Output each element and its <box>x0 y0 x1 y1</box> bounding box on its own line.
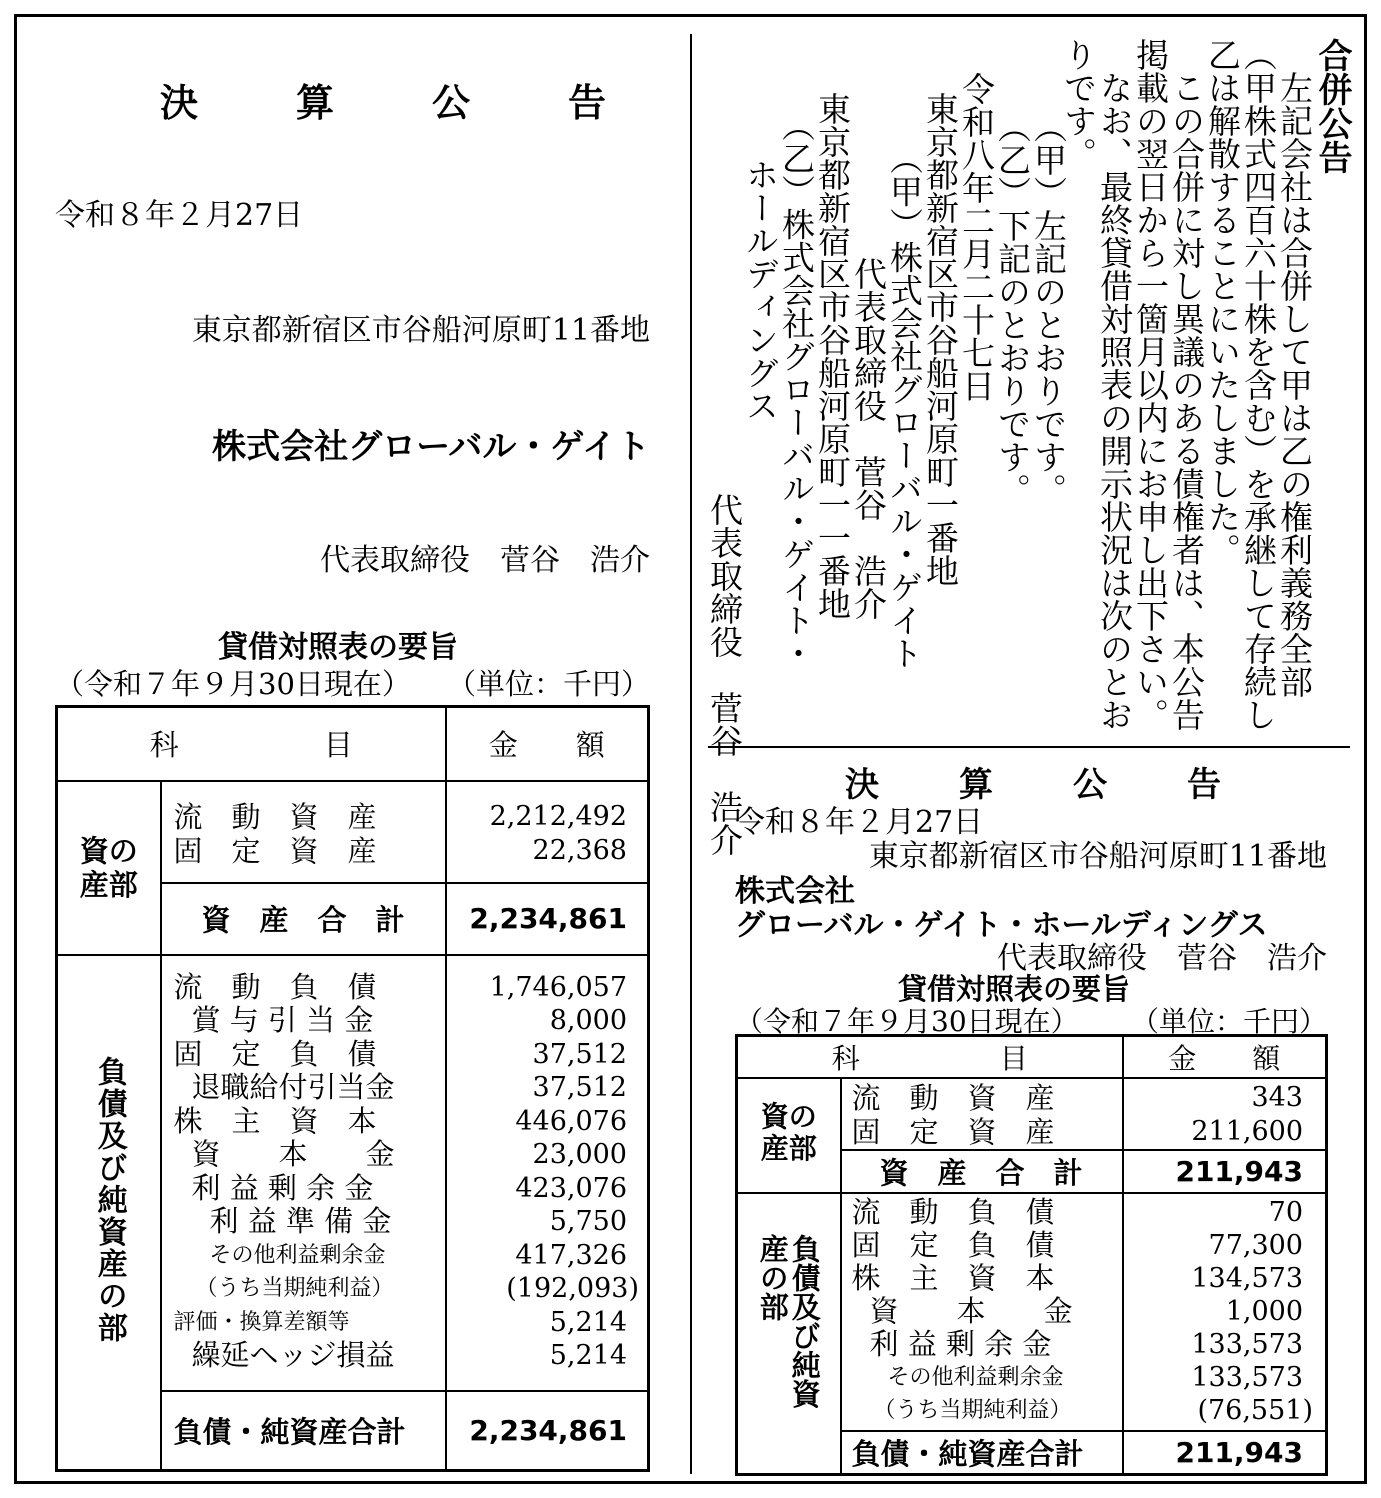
right-notice-company-line1: 株式会社 <box>735 874 855 909</box>
right-bs-unit: （単位：千円） <box>1130 1005 1327 1038</box>
liability-label: 利 益 剰 余 金 <box>869 1327 1052 1361</box>
asset-value: 2,212,492 <box>489 800 627 832</box>
liabilities-values <box>446 955 649 1391</box>
liability-label: 評価・換算差額等 <box>173 1309 350 1335</box>
liability-value: (192,093) <box>506 1273 639 1304</box>
asset-label: 流 動 資 産 <box>851 1081 1055 1115</box>
liabilities-total-label: 負債・純資産合計 <box>161 1391 446 1471</box>
right-notice-representative: 代表取締役 菅谷 浩介 <box>997 941 1327 976</box>
liability-value: 5,750 <box>549 1206 627 1237</box>
liability-label: 利 益 剰 余 金 <box>191 1170 374 1205</box>
liability-label: 流 動 負 債 <box>851 1195 1055 1229</box>
liability-label: 退職給付引当金 <box>191 1070 395 1104</box>
liabilities-total-label: 負債・純資産合計 <box>841 1431 1123 1475</box>
liability-value: 1,746,057 <box>489 971 627 1003</box>
table-header-amount: 金 額 <box>1123 1036 1327 1079</box>
liability-value: 133,573 <box>1191 1362 1303 1393</box>
assets-section-label: 資の産部 <box>737 1078 841 1193</box>
assets-section-label: 資の産部 <box>57 781 161 955</box>
table-header-amount: 金 額 <box>446 707 649 781</box>
liabilities-section-label: 負債及び純資産の部 <box>737 1193 841 1475</box>
merger-notice-column: 代表取締役 菅谷 浩介 <box>705 460 744 856</box>
left-bs-as-of: （令和７年９月30日現在） <box>55 667 411 701</box>
assets-values <box>1123 1078 1327 1150</box>
liability-value: 8,000 <box>549 1005 627 1036</box>
assets-total-label: 資 産 合 計 <box>841 1150 1123 1193</box>
merger-notice-column: （甲）左記のとおりです。 <box>1029 110 1068 506</box>
assets-labels <box>161 781 446 883</box>
liability-value: 77,300 <box>1208 1230 1303 1261</box>
left-notice-address: 東京都新宿区市谷船河原町11番地 <box>191 313 650 348</box>
merger-notice-column: 東京都新宿区市谷船河原町一一番地 <box>813 92 852 620</box>
assets-labels <box>841 1078 1123 1150</box>
assets-total-value: 211,943 <box>1123 1150 1327 1193</box>
liabilities-labels <box>841 1193 1123 1431</box>
column-divider <box>690 34 692 1474</box>
right-bs-as-of: （令和７年９月30日現在） <box>735 1005 1079 1038</box>
merger-notice-column: ホールディングス <box>741 92 780 422</box>
liability-label: 株 主 資 本 <box>173 1103 377 1138</box>
liability-label: 流 動 負 債 <box>173 969 377 1004</box>
asset-value: 211,600 <box>1191 1116 1303 1147</box>
liability-value: 37,512 <box>532 1038 627 1070</box>
merger-notice-column: （乙）下記のとおりです。 <box>993 110 1032 506</box>
merger-notice-heading: 合併公告 <box>1312 38 1352 174</box>
asset-label: 固 定 資 産 <box>851 1115 1055 1149</box>
merger-notice-column: 乙は解散することにいたしました。 <box>1203 38 1242 566</box>
merger-notice-column: なお、最終貸借対照表の開示状況は次のとお <box>1095 38 1134 731</box>
right-balance-sheet <box>735 1034 1328 1476</box>
merger-notice-column: （甲）株式会社グローバル・ゲイト <box>885 92 924 670</box>
asset-label: 流 動 資 産 <box>173 799 377 834</box>
right-notice-date: 令和８年２月27日 <box>735 805 984 840</box>
left-bs-title: 貸借対照表の要旨 <box>218 630 458 665</box>
merger-notice-column: 左記会社は合併して甲は乙の権利義務全部 <box>1275 38 1314 698</box>
right-notice-address: 東京都新宿区市谷船河原町11番地 <box>868 839 1327 874</box>
left-balance-sheet <box>55 705 650 1472</box>
liability-label: 資 本 金 <box>869 1294 1073 1328</box>
merger-notice-column: （乙）株式会社グローバル・ゲイト・ <box>777 92 816 670</box>
liability-value: 446,076 <box>515 1105 627 1137</box>
liability-label: 資 本 金 <box>191 1137 395 1171</box>
section-divider <box>708 746 1350 748</box>
liabilities-total-value: 2,234,861 <box>446 1391 649 1471</box>
liability-value: 417,326 <box>515 1239 627 1271</box>
assets-total-label: 資 産 合 計 <box>161 883 446 955</box>
liability-label: その他利益剰余金 <box>887 1365 1064 1390</box>
liability-value: (76,551) <box>1197 1395 1313 1426</box>
liability-label: 繰延ヘッジ損益 <box>191 1338 395 1372</box>
asset-value: 22,368 <box>532 834 627 866</box>
liability-value: 134,573 <box>1191 1263 1303 1294</box>
left-notice-title: 決 算 公 告 <box>160 81 637 125</box>
liability-label: 賞 与 引 当 金 <box>191 1003 374 1037</box>
liabilities-labels <box>161 955 446 1391</box>
merger-notice-column: 東京都新宿区市谷船河原町一番地 <box>921 92 960 587</box>
liability-value: 133,573 <box>1191 1329 1303 1360</box>
liability-value: 5,214 <box>549 1340 627 1371</box>
asset-label: 固 定 資 産 <box>173 833 377 868</box>
merger-notice-column: りです。 <box>1059 38 1098 170</box>
assets-total-value: 2,234,861 <box>446 883 649 955</box>
merger-notice-column: （甲株式四百六十株を含む）を承継して存続し <box>1239 38 1278 731</box>
liability-value: 1,000 <box>1225 1296 1303 1327</box>
liabilities-section-label: 負債及び純資産の部 <box>57 955 161 1471</box>
liability-value: 423,076 <box>515 1172 627 1204</box>
liability-label: （うち当期純利益） <box>873 1398 1072 1423</box>
assets-values <box>446 781 649 883</box>
left-bs-unit: （単位：千円） <box>446 667 650 701</box>
table-header-item: 科 目 <box>57 707 446 781</box>
liability-label: 固 定 負 債 <box>173 1036 377 1071</box>
right-notice-title: 決 算 公 告 <box>845 765 1225 805</box>
merger-notice-column: 掲載の翌日から一箇月以内にお申し出下さい。 <box>1131 38 1170 731</box>
liability-value: 5,214 <box>549 1306 627 1338</box>
left-notice-date: 令和８年２月27日 <box>55 198 304 233</box>
left-notice-representative: 代表取締役 菅谷 浩介 <box>320 543 650 578</box>
liability-value: 23,000 <box>532 1139 627 1170</box>
table-header-item: 科 目 <box>737 1036 1123 1079</box>
liability-label: （うち当期純利益） <box>195 1276 394 1301</box>
liabilities-values <box>1123 1193 1327 1431</box>
merger-notice-column: この合併に対し異議のある債権者は、本公告 <box>1167 38 1206 731</box>
liability-value: 70 <box>1268 1197 1303 1228</box>
liability-label: 利 益 準 備 金 <box>209 1204 392 1238</box>
right-bs-title: 貸借対照表の要旨 <box>898 972 1131 1006</box>
right-notice-company-line2: グローバル・ゲイト・ホールディングス <box>735 908 1268 943</box>
liability-label: 株 主 資 本 <box>851 1261 1055 1295</box>
liability-label: その他利益剰余金 <box>209 1242 386 1268</box>
liability-value: 37,512 <box>532 1072 627 1103</box>
left-notice-company: 株式会社グローバル・ゲイト <box>212 427 650 467</box>
liability-label: 固 定 負 債 <box>851 1228 1055 1262</box>
merger-notice-column: 令和八年二月二十七日 <box>957 72 996 402</box>
liabilities-total-value: 211,943 <box>1123 1431 1327 1475</box>
merger-notice-column: 代表取締役 菅谷 浩介 <box>849 92 888 620</box>
asset-value: 343 <box>1251 1082 1303 1113</box>
